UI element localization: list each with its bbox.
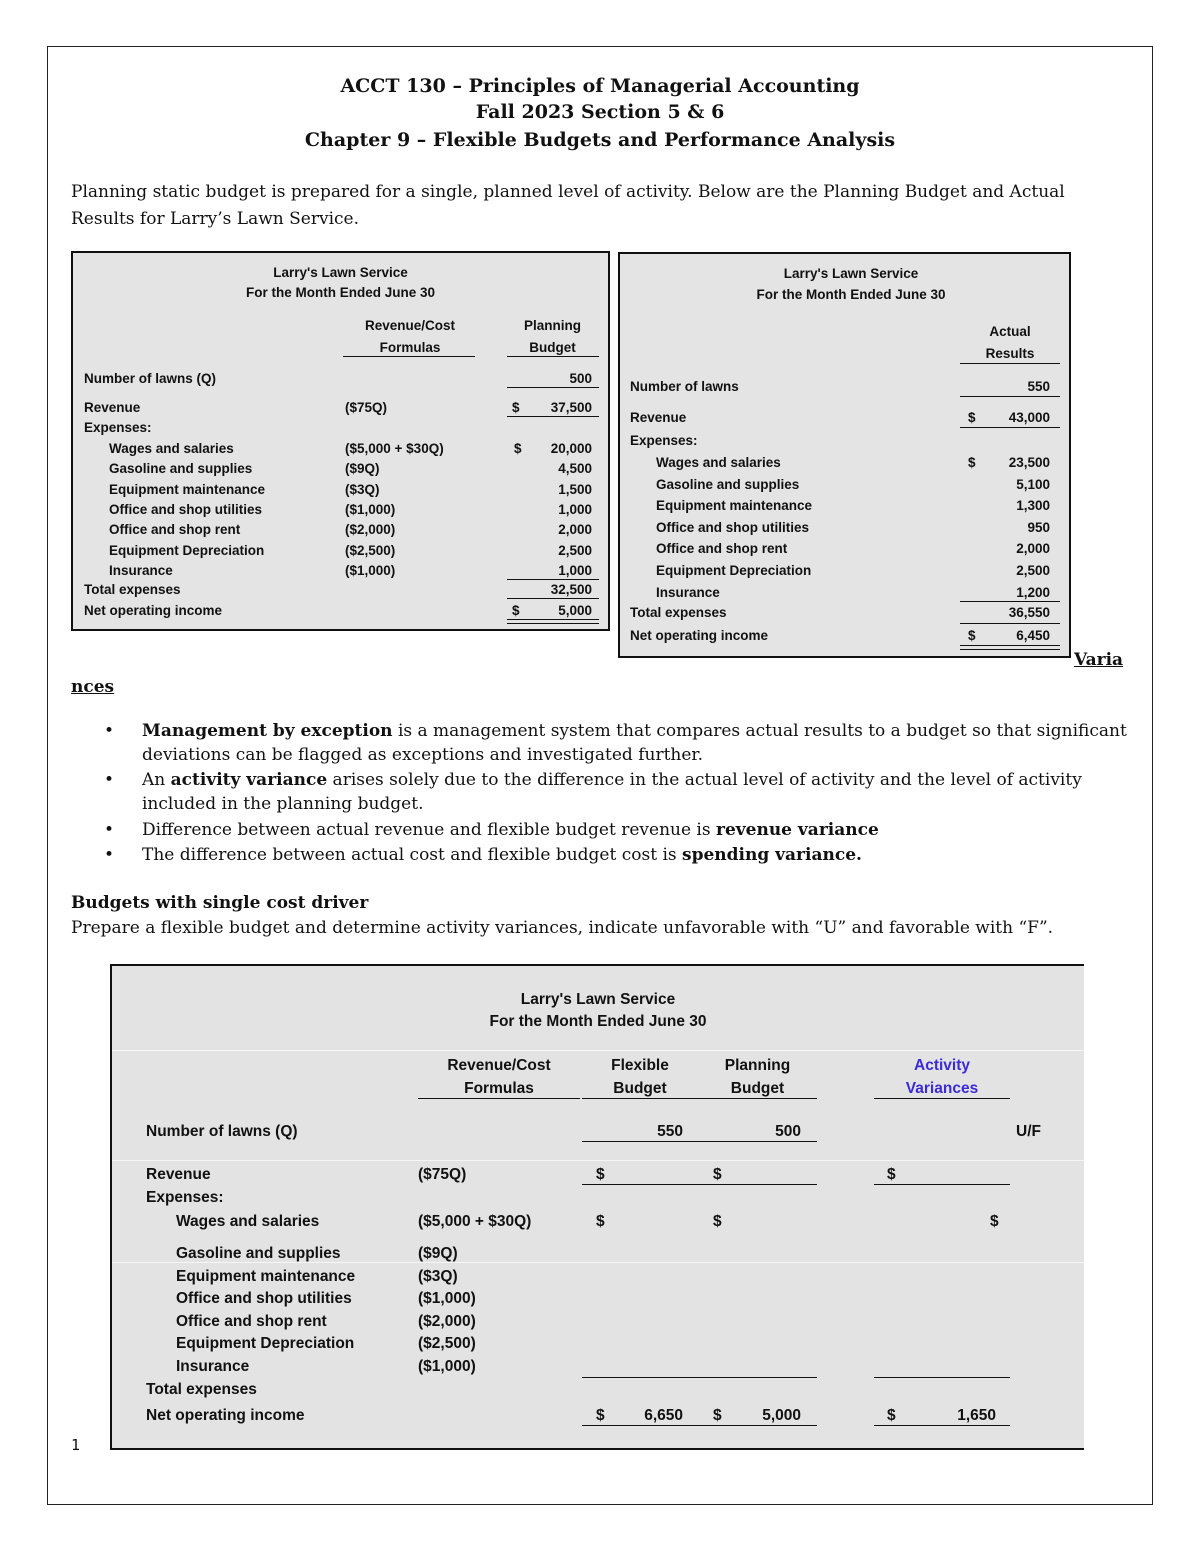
planning-table-subtitle: For the Month Ended June 30: [245, 285, 435, 300]
bullet-1-text: is a management system that compares actual results to a budget so that significant: [392, 721, 1127, 741]
actual-row-value: 23,500: [1008, 455, 1050, 470]
page-number: 1: [71, 1436, 81, 1454]
flex-row-formula: ($2,000): [418, 1312, 476, 1330]
actual-row-value: 1,300: [1016, 498, 1050, 514]
section-heading: Budgets with single cost driver: [71, 893, 369, 913]
flex-wages-dollar-flex: $: [596, 1213, 605, 1230]
planning-revenue-formula: ($75Q): [345, 400, 388, 415]
flex-noi-flex: 6,650: [644, 1407, 683, 1424]
flex-row-label: Office and shop utilities: [176, 1290, 352, 1308]
flex-wages-dollar-var: $: [990, 1213, 999, 1230]
actual-row-label: Equipment Depreciation: [656, 563, 812, 578]
planning-revenue-dollar: $: [512, 400, 520, 415]
intro-line-2: Results for Larry’s Lawn Service.: [71, 209, 359, 229]
planning-row-formula: ($1,000): [345, 562, 396, 578]
flex-lawns-plan: 500: [775, 1123, 801, 1140]
flex-col-plan-2: Budget: [730, 1080, 785, 1097]
variances-heading-part2: nces: [71, 677, 115, 697]
planning-row-value: 1,000: [558, 562, 592, 578]
bullet-4-bold: spending variance.: [682, 845, 862, 865]
flex-revenue-formula: ($75Q): [418, 1166, 467, 1183]
planning-row-value: 1,000: [558, 501, 592, 517]
planning-lawns-value: 500: [569, 371, 592, 386]
actual-row-label: Office and shop rent: [656, 541, 788, 557]
planning-noi-dollar: $: [512, 603, 520, 618]
bullet-3-bold: revenue variance: [716, 820, 879, 840]
planning-row-value: 1,500: [558, 481, 592, 497]
planning-row-formula: ($2,500): [345, 542, 396, 558]
planning-row-label: Insurance: [109, 562, 173, 578]
flex-noi-label: Net operating income: [146, 1407, 305, 1424]
actual-total-value: 36,550: [1008, 605, 1050, 620]
actual-row-value: 950: [1027, 519, 1050, 535]
actual-row-label: Equipment maintenance: [656, 498, 813, 514]
planning-col-budget-2: Budget: [529, 340, 576, 355]
actual-revenue-value: 43,000: [1008, 410, 1050, 425]
actual-row-label: Gasoline and supplies: [656, 476, 800, 492]
actual-lawns-value: 550: [1027, 379, 1050, 394]
flex-row-label: Gasoline and supplies: [176, 1245, 341, 1262]
planning-noi-value: 5,000: [558, 603, 592, 618]
bullet-1-bold: Management by exception: [142, 721, 393, 741]
planning-row-formula: ($2,000): [345, 522, 396, 538]
actual-total-label: Total expenses: [630, 605, 727, 620]
actual-row-value: 2,500: [1016, 563, 1050, 578]
flex-col-formula-1: Revenue/Cost: [447, 1057, 551, 1074]
actual-row-dollar: $: [968, 455, 976, 470]
planning-row-value: 2,500: [558, 542, 592, 558]
flex-wages-dollar-plan: $: [713, 1213, 722, 1230]
flex-revenue-label: Revenue: [146, 1166, 211, 1183]
actual-row-label: Wages and salaries: [656, 455, 781, 470]
actual-table-title: Larry's Lawn Service: [783, 266, 919, 281]
planning-row-formula: ($5,000 + $30Q): [345, 441, 444, 456]
planning-lawns-label: Number of lawns (Q): [84, 371, 217, 386]
actual-row-value: 2,000: [1016, 541, 1050, 557]
bullet-4: [104, 842, 862, 868]
actual-row-value: 1,200: [1016, 584, 1050, 600]
actual-table-subtitle: For the Month Ended June 30: [756, 287, 946, 302]
flex-col-formula-2: Formulas: [464, 1080, 534, 1097]
actual-col-1: Actual: [989, 324, 1031, 339]
flex-expenses-label: Expenses:: [146, 1189, 224, 1206]
bullet-4-pre: The difference between actual cost and flexible budget cost is: [142, 845, 683, 865]
actual-row-label: Insurance: [656, 584, 720, 600]
flex-lawns-flex: 550: [657, 1123, 683, 1140]
planning-row-label: Equipment maintenance: [109, 481, 266, 497]
flex-revenue-dollar-var: $: [887, 1166, 896, 1183]
planning-total-value: 32,500: [550, 582, 592, 597]
planning-noi-label: Net operating income: [84, 603, 223, 618]
planning-row-formula: ($1,000): [345, 501, 396, 517]
flex-uf-label: U/F: [1016, 1123, 1041, 1140]
flex-row-label: Equipment maintenance: [176, 1267, 356, 1285]
bullet-3: [104, 817, 879, 843]
flex-revenue-dollar-plan: $: [713, 1166, 722, 1183]
actual-col-2: Results: [985, 346, 1035, 361]
planning-col-formula-2: Formulas: [379, 340, 441, 355]
actual-revenue-label: Revenue: [630, 410, 687, 425]
actual-expenses-label: Expenses:: [630, 433, 698, 448]
actual-noi-label: Net operating income: [630, 628, 769, 643]
planning-row-value: 20,000: [550, 441, 592, 456]
flex-total-label: Total expenses: [146, 1381, 257, 1398]
bullet-1: [104, 718, 1127, 744]
flex-row-formula: ($1,000): [418, 1290, 476, 1308]
actual-row-label: Office and shop utilities: [656, 519, 810, 535]
intro-line-1: Planning static budget is prepared for a single, planned level of activity. Below are the Planning Budget and Actual: [71, 182, 1065, 202]
actual-noi-dollar: $: [968, 628, 976, 643]
flex-row-label: Equipment Depreciation: [176, 1335, 355, 1353]
bullet-2-marker: •: [104, 770, 115, 790]
section-instruction: Prepare a flexible budget and determine activity variances, indicate unfavorable with “U” and favorable with “F”.: [71, 918, 1054, 938]
flex-noi-dollar-var: $: [887, 1407, 896, 1424]
variances-heading-part1: Varia: [1074, 650, 1124, 670]
planning-row-formula: ($9Q): [345, 461, 380, 477]
planning-row-label: Office and shop rent: [109, 522, 241, 538]
planning-col-formula-1: Revenue/Cost: [364, 318, 456, 333]
planning-col-budget-1: Planning: [524, 318, 581, 333]
planning-row-label: Equipment Depreciation: [109, 542, 265, 558]
flex-col-var-1: Activity: [914, 1057, 970, 1074]
flex-wages-formula: ($5,000 + $30Q): [418, 1213, 532, 1230]
bullet-2-line-2: included in the planning budget.: [142, 794, 424, 814]
planning-row-label: Gasoline and supplies: [109, 461, 253, 477]
planning-revenue-value: 37,500: [550, 400, 592, 415]
bullet-1-line-2: deviations can be flagged as exceptions and investigated further.: [142, 745, 704, 765]
actual-row-value: 5,100: [1016, 476, 1050, 492]
flex-row-formula: ($1,000): [418, 1358, 476, 1375]
flex-table-subtitle: For the Month Ended June 30: [489, 1013, 707, 1030]
flex-wages-label: Wages and salaries: [176, 1213, 320, 1230]
flex-row-label: Office and shop rent: [176, 1312, 327, 1330]
flex-col-plan-1: Planning: [724, 1057, 791, 1074]
flex-table-title: Larry's Lawn Service: [520, 991, 676, 1008]
actual-lawns-label: Number of lawns: [630, 379, 739, 394]
planning-row-label: Wages and salaries: [109, 441, 234, 456]
flex-col-var-2: Variances: [905, 1080, 979, 1097]
bullet-3-pre: Difference between actual revenue and flexible budget revenue is: [142, 820, 716, 840]
flex-noi-dollar-flex: $: [596, 1407, 605, 1424]
planning-revenue-label: Revenue: [84, 400, 141, 415]
actual-revenue-dollar: $: [968, 410, 976, 425]
flex-noi-plan: 5,000: [762, 1407, 801, 1424]
bullet-4-marker: •: [104, 845, 115, 865]
bullet-2: [104, 767, 1082, 793]
flex-row-formula: ($3Q): [418, 1267, 458, 1285]
planning-total-label: Total expenses: [84, 582, 181, 597]
flex-noi-dollar-plan: $: [713, 1407, 722, 1424]
planning-row-value: 4,500: [558, 461, 592, 477]
planning-row-dollar: $: [514, 441, 522, 456]
planning-row-formula: ($3Q): [345, 481, 380, 497]
planning-expenses-label: Expenses:: [84, 420, 152, 435]
term-title: Fall 2023 Section 5 & 6: [475, 101, 725, 123]
planning-table-title: Larry's Lawn Service: [273, 265, 408, 280]
bullet-2-bold: activity variance: [170, 770, 328, 790]
actual-noi-value: 6,450: [1016, 628, 1050, 643]
bullet-2-text: arises solely due to the difference in the actual level of activity and the level of activity: [327, 770, 1082, 790]
flex-noi-var: 1,650: [957, 1407, 996, 1424]
flex-row-formula: ($2,500): [418, 1335, 476, 1353]
course-title: ACCT 130 – Principles of Managerial Accounting: [340, 75, 860, 97]
chapter-title: Chapter 9 – Flexible Budgets and Performance Analysis: [304, 129, 896, 151]
flex-row-formula: ($9Q): [418, 1245, 458, 1262]
flex-col-flex-1: Flexible: [611, 1057, 669, 1074]
flex-revenue-dollar-flex: $: [596, 1166, 605, 1183]
flex-row-label: Insurance: [176, 1358, 250, 1375]
planning-row-label: Office and shop utilities: [109, 501, 263, 517]
flex-lawns-label: Number of lawns (Q): [146, 1123, 298, 1140]
flex-col-flex-2: Budget: [613, 1080, 667, 1097]
bullet-3-marker: •: [104, 820, 115, 840]
bullet-1-marker: •: [104, 721, 115, 741]
bullet-2-pre: An: [142, 770, 171, 790]
planning-row-value: 2,000: [558, 522, 592, 538]
